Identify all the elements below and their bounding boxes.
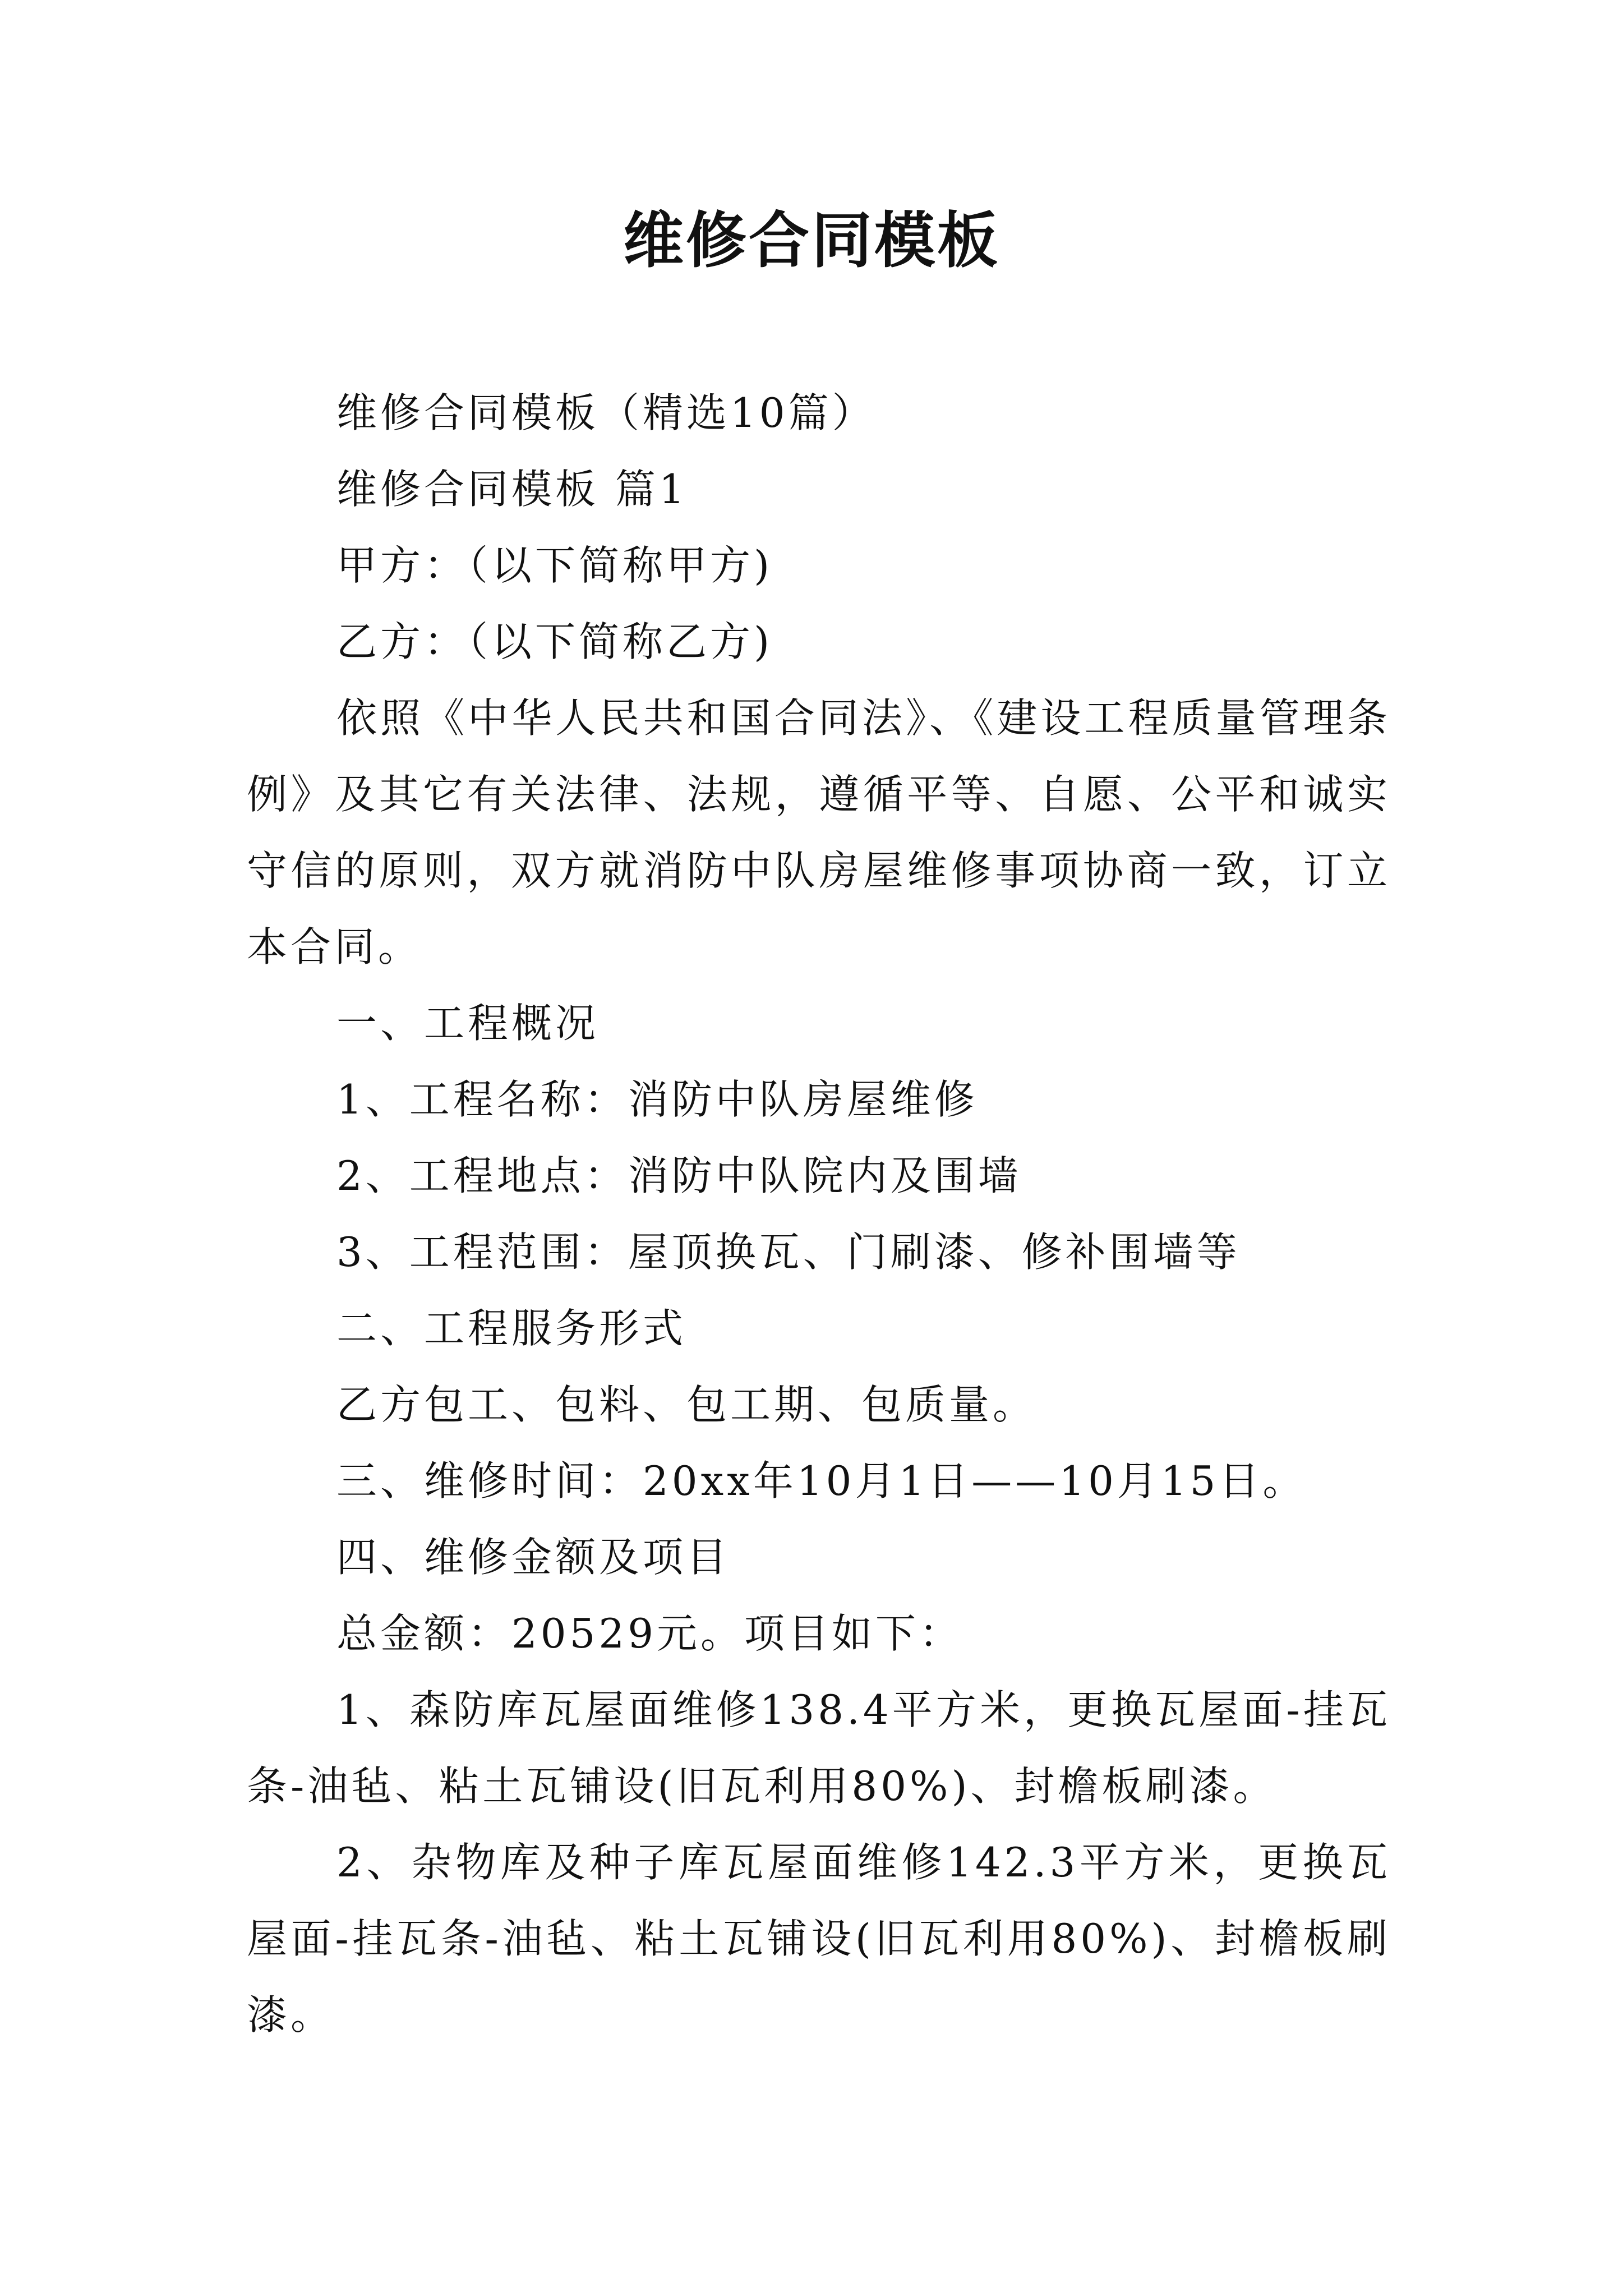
item-1-paragraph: 1、森防库瓦屋面维修138.4平方米，更换瓦屋面-挂瓦条-油毡、粘土瓦铺设(旧瓦利用80%)、封檐板刷漆。 [247,1686,1391,1810]
project-name-line: 1、工程名称：消防中队房屋维修 [336,1076,978,1123]
party-b-line: 乙方：（以下简称乙方) [336,618,773,665]
party-a-line: 甲方：（以下简称甲方) [336,542,773,589]
section-heading-part-1: 维修合同模板 篇1 [336,466,688,513]
item-2-paragraph: 2、杂物库及种子库瓦屋面维修142.3平方米，更换瓦屋面-挂瓦条-油毡、粘土瓦铺设(旧瓦利用80%)、封檐板刷漆。 [247,1839,1391,2039]
project-scope-line: 3、工程范围：屋顶换瓦、门刷漆、修补围墙等 [336,1228,1241,1276]
document-body [247,375,1391,2053]
preamble-paragraph: 依照《中华人民共和国合同法》、《建设工程质量管理条例》及其它有关法律、法规，遵循平等、自愿、公平和诚实守信的原则，双方就消防中队房屋维修事项协商一致，订立本合同。 [247,694,1391,970]
repair-time-line: 三、维修时间：20xx年10月1日——10月15日。 [336,1457,1307,1504]
total-amount-line: 总金额：20529元。项目如下： [336,1610,963,1657]
heading-amount-items: 四、维修金额及项目 [336,1534,731,1581]
document-title: 维修合同模板 [623,206,1000,276]
service-form-line: 乙方包工、包料、包工期、包质量。 [336,1381,1037,1428]
project-location-line: 2、工程地点：消防中队院内及围墙 [336,1152,1022,1199]
heading-project-overview: 一、工程概况 [336,1000,600,1047]
heading-service-form: 二、工程服务形式 [336,1305,687,1352]
subtitle-line: 维修合同模板（精选10篇） [336,389,876,436]
